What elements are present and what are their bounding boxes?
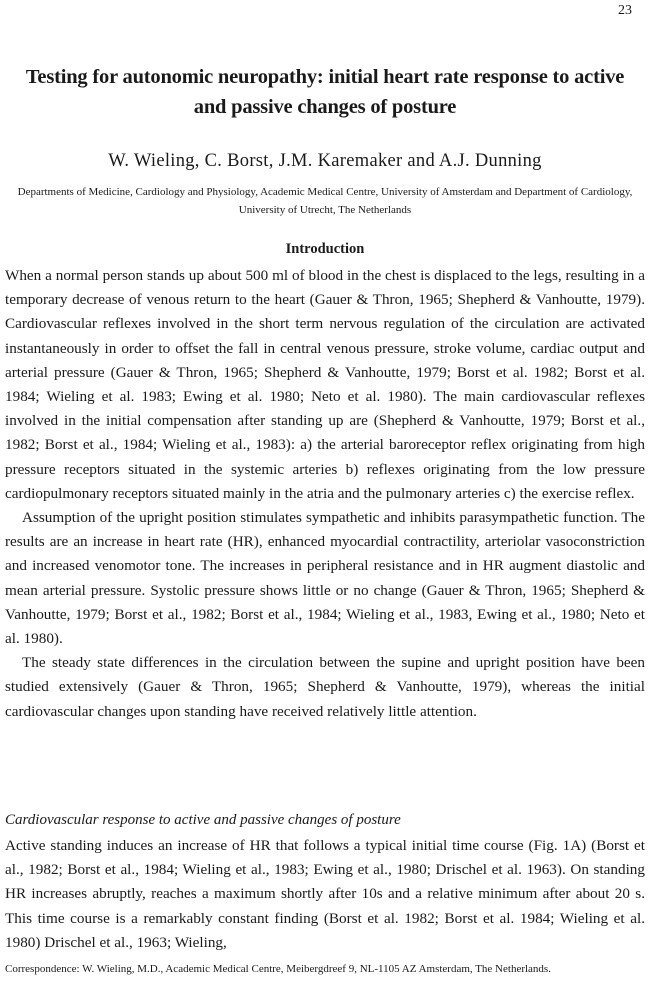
subsection-heading: Cardiovascular response to active and passive changes of posture (5, 812, 401, 828)
section-heading-introduction: Introduction (285, 241, 365, 257)
subsection-body (5, 834, 645, 955)
paragraph: Active standing induces an increase of HR that follows a typical initial time course (Fig. 1A) (Borst et al., 1982; Borst et al., 1984; Wieling et al., 1983; Ewing et al., 1980; Drischel et al. 1963). On standing HR increases abruptly, reaches a maximum shortly after 10s and a relative minimum after about 20 s. This time course is a remarkably constant finding (Borst et al. 1982; Borst et al. 1984; Wieling et al. 1980) Drischel et al., 1963; Wieling, (5, 837, 645, 951)
paragraph: The steady state differences in the circulation between the supine and upright position have been studied extensively (Gauer & Thron, 1965; Shepherd & Vanhoutte, 1979), whereas the initial cardiovascular changes upon standing have received relatively little attention. (5, 654, 645, 720)
paragraph: Assumption of the upright position stimulates sympathetic and inhibits parasympathetic function. The results are an increase in heart rate (HR), enhanced myocardial contractility, arteriolar vasoconstriction and increased venomotor tone. The increases in peripheral resistance and in HR augment diastolic and mean arterial pressure. Systolic pressure shows little or no change (Gauer & Thron, 1965; Shepherd & Vanhoutte, 1979; Borst et al., 1982; Borst et al., 1984; Wieling et al., 1983, Ewing et al., 1980; Neto et al. 1980). (5, 509, 645, 648)
correspondence-footnote: Correspondence: W. Wieling, M.D., Academic Medical Centre, Meibergdreef 9, NL-1105 AZ Amsterdam, The Netherlands. (5, 963, 551, 975)
introduction-body (5, 264, 645, 724)
author-list: W. Wieling, C. Borst, J.M. Karemaker and A.J. Dunning (108, 151, 542, 171)
paragraph: When a normal person stands up about 500 ml of blood in the chest is displaced to the legs, resulting in a temporary decrease of venous return to the heart (Gauer & Thron, 1965; Shepherd & Vanhoutte, 1979). Cardiovascular reflexes involved in the short term nervous regulation of the circulation are activated instantaneously in order to offset the fall in central venous pressure, stroke volume, cardiac output and arterial pressure (Gauer & Thron, 1965; Shepherd & Vanhoutte, 1979; Borst et al. 1982; Borst et al. 1984; Wieling et al. 1983; Ewing et al. 1980; Neto et al. 1980). The main cardiovascular reflexes involved in the initial compensation after standing up are (Shepherd & Vanhoutte, 1979; Borst et al., 1982; Borst et al., 1984; Wieling et al., 1983): a) the arterial baroreceptor reflex originating from high pressure receptors situated in the systemic arteries b) reflexes originating from the low pressure cardiopulmonary receptors situated mainly in the atria and the pulmonary arteries c) the exercise reflex. (5, 267, 645, 502)
paper-title: Testing for autonomic neuropathy: initial heart rate response to active and passive changes of posture (25, 66, 625, 118)
page-number: 23 (618, 3, 632, 18)
affiliation: Departments of Medicine, Cardiology and Physiology, Academic Medical Centre, University of Amsterdam and Department of Cardiology, University of Utrecht, The Netherlands (17, 186, 633, 216)
